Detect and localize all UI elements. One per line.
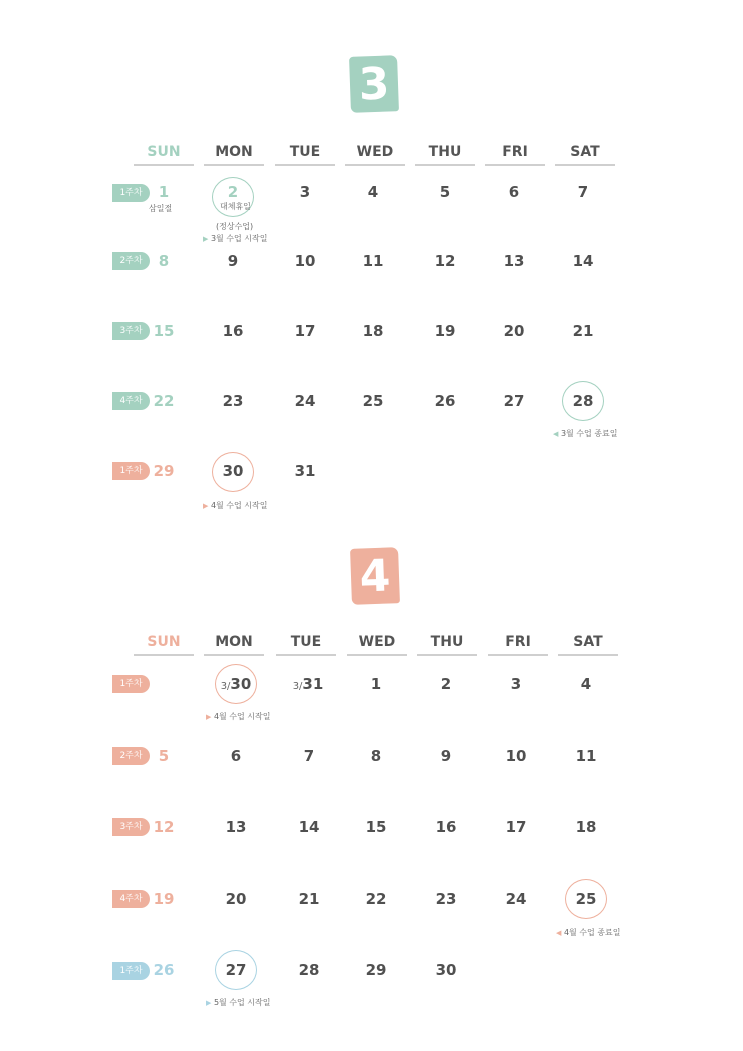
march-note-next-start: ▶ 4월 수업 시작일: [203, 501, 268, 510]
april-week-2-pill: 2주차: [112, 747, 150, 765]
april-week-4-pill: 4주차: [112, 890, 150, 908]
march-day-31: 31: [294, 462, 316, 480]
april-note-start: ▶ 4월 수업 시작일: [206, 712, 271, 721]
april-month-badge: 4: [350, 547, 400, 605]
march-header-thu: THU: [415, 144, 475, 166]
march-week-1-pill: 1주차: [112, 184, 150, 202]
march-month-badge: 3: [349, 55, 399, 113]
march-day-20: 20: [503, 322, 525, 340]
april-header-tue: TUE: [276, 634, 336, 656]
april-day-2: 2: [440, 675, 452, 693]
april-day-5: 5: [158, 747, 170, 765]
march-day-17: 17: [294, 322, 316, 340]
april-note-end: ◀ 4월 수업 종료일: [556, 928, 621, 937]
march-day-5: 5: [439, 183, 451, 201]
march-day-12: 12: [434, 252, 456, 270]
march-day-23: 23: [222, 392, 244, 410]
march-day-30: 30: [222, 462, 244, 480]
april-day-22: 22: [365, 890, 387, 908]
april-day-3-31: 3/31: [292, 675, 324, 693]
march-day-8: 8: [158, 252, 170, 270]
triangle-left-icon: ◀: [553, 430, 559, 438]
march-day-3: 3: [299, 183, 311, 201]
april-day-10: 10: [505, 747, 527, 765]
march-day-15: 15: [153, 322, 175, 340]
april-header-mon: MON: [204, 634, 264, 656]
march-day-6: 6: [508, 183, 520, 201]
march-header-wed: WED: [345, 144, 405, 166]
march-week-3-pill: 3주차: [112, 322, 150, 340]
march-day-29: 29: [153, 462, 175, 480]
april-day-7: 7: [303, 747, 315, 765]
march-header-sun: SUN: [134, 144, 194, 166]
march-week-5-pill: 1주차: [112, 462, 150, 480]
triangle-right-icon: ▶: [203, 235, 209, 243]
march-note-start: ▶ 3월 수업 시작일: [203, 234, 268, 243]
march-day-18: 18: [362, 322, 384, 340]
march-header-tue: TUE: [275, 144, 335, 166]
april-header-sun: SUN: [134, 634, 194, 656]
march-day-4: 4: [367, 183, 379, 201]
march-note-substitute: 대체휴일: [220, 202, 251, 211]
april-day-16: 16: [435, 818, 457, 836]
april-day-24: 24: [505, 890, 527, 908]
march-day-28: 28: [572, 392, 594, 410]
march-day-21: 21: [572, 322, 594, 340]
april-header-fri: FRI: [488, 634, 548, 656]
march-day-2: 2: [227, 183, 239, 201]
march-header-fri: FRI: [485, 144, 545, 166]
april-day-28: 28: [298, 961, 320, 979]
march-header-sat: SAT: [555, 144, 615, 166]
april-week-3-pill: 3주차: [112, 818, 150, 836]
march-header-mon: MON: [204, 144, 264, 166]
april-day-30: 30: [435, 961, 457, 979]
march-day-14: 14: [572, 252, 594, 270]
march-day-26: 26: [434, 392, 456, 410]
march-day-9: 9: [227, 252, 239, 270]
march-day-10: 10: [294, 252, 316, 270]
march-day-7: 7: [577, 183, 589, 201]
april-week-5-pill: 1주차: [112, 962, 150, 980]
march-day-25: 25: [362, 392, 384, 410]
april-note-next-start: ▶ 5월 수업 시작일: [206, 998, 271, 1007]
april-day-17: 17: [505, 818, 527, 836]
april-day-26: 26: [153, 961, 175, 979]
april-day-29: 29: [365, 961, 387, 979]
april-day-25: 25: [575, 890, 597, 908]
april-day-18: 18: [575, 818, 597, 836]
april-header-thu: THU: [417, 634, 477, 656]
april-day-9: 9: [440, 747, 452, 765]
march-day-19: 19: [434, 322, 456, 340]
april-day-1: 1: [370, 675, 382, 693]
march-note-end: ◀ 3월 수업 종료일: [553, 429, 618, 438]
march-week-4-pill: 4주차: [112, 392, 150, 410]
april-day-3: 3: [510, 675, 522, 693]
march-day-1: 1: [158, 183, 170, 201]
triangle-right-icon: ▶: [206, 999, 212, 1007]
april-day-20: 20: [225, 890, 247, 908]
march-note-normal-class: (정상수업): [216, 222, 254, 231]
april-day-15: 15: [365, 818, 387, 836]
march-day-13: 13: [503, 252, 525, 270]
april-day-14: 14: [298, 818, 320, 836]
april-week-1-pill: 1주차: [112, 675, 150, 693]
april-day-12: 12: [153, 818, 175, 836]
april-header-sat: SAT: [558, 634, 618, 656]
april-day-11: 11: [575, 747, 597, 765]
march-week-2-pill: 2주차: [112, 252, 150, 270]
april-day-23: 23: [435, 890, 457, 908]
april-day-4: 4: [580, 675, 592, 693]
march-day-22: 22: [153, 392, 175, 410]
march-day-27: 27: [503, 392, 525, 410]
triangle-left-icon: ◀: [556, 929, 562, 937]
march-day-24: 24: [294, 392, 316, 410]
april-day-27: 27: [225, 961, 247, 979]
april-day-21: 21: [298, 890, 320, 908]
march-note-holiday: 삼일절: [149, 204, 173, 213]
triangle-right-icon: ▶: [206, 713, 212, 721]
april-day-13: 13: [225, 818, 247, 836]
march-day-16: 16: [222, 322, 244, 340]
april-day-19: 19: [153, 890, 175, 908]
april-day-8: 8: [370, 747, 382, 765]
april-header-wed: WED: [347, 634, 407, 656]
april-day-3-30: 3/30: [220, 675, 252, 693]
march-day-11: 11: [362, 252, 384, 270]
triangle-right-icon: ▶: [203, 502, 209, 510]
april-day-6: 6: [230, 747, 242, 765]
